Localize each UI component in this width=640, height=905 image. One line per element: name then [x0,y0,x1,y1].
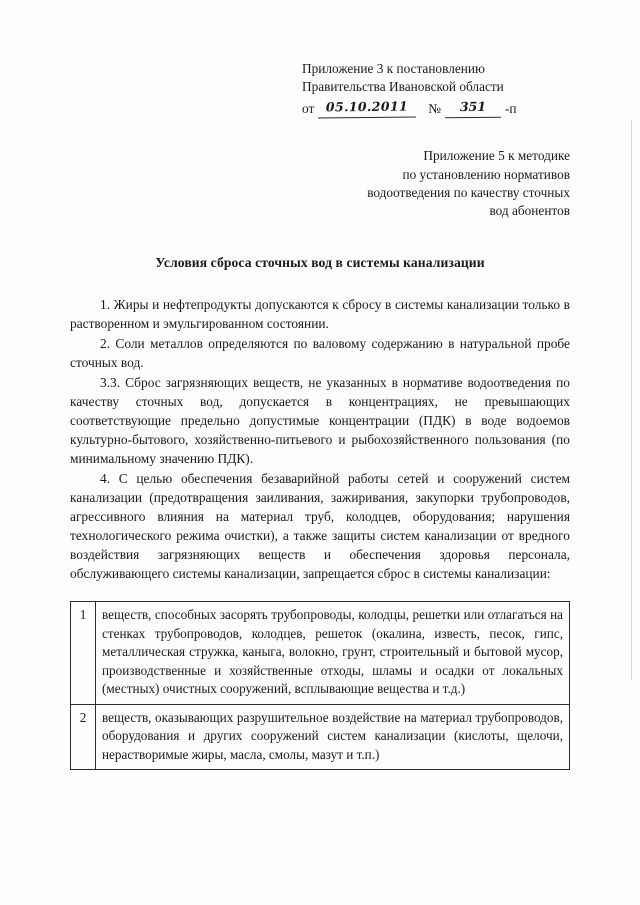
table-row [71,602,570,704]
from-label: от [302,100,315,116]
header-date-number-line [302,99,570,118]
header-line-1: Приложение 3 к постановлению [302,61,485,76]
prohibited-substances-table [70,601,570,770]
row-text: веществ, способных засорять трубопроводы, колодцы, решетки или отлагаться на стенках трубопроводов, колодцев, решеток (окалина, известь, песок, гипс, металлическая стружка, каныга, волокно, грунт, строительный и бытовой мусор, производственные и хозяйственные отходы, шламы и осадки от локальных (местных) очистных сооружений, всплывающие вещества и т.д.) [96,602,570,704]
scan-edge-artifact [631,120,632,680]
page-title: Условия сброса сточных вод в системы канализации [155,254,485,270]
paragraph-1: 1. Жиры и нефтепродукты допускаются к сбросу в системы канализации только в растворенном и эмульгированном состоянии. [70,296,570,331]
row-number: 2 [71,704,96,769]
subheader-line-2: по установлению нормативов [402,166,570,182]
row-text: веществ, оказывающих разрушительное воздействие на материал трубопроводов, оборудования и других сооружений систем канализации (кислоты, щелочи, нерастворимые жиры, масла, смолы, мазут и т.п.) [96,704,570,769]
paragraph-4: 4. С целью обеспечения безаварийной работы сетей и сооружений систем канализации (предотвращения заиливания, зажиривания, закупорки трубопроводов, агрессивного влияния на материал труб, колодцев, оборудования; нарушения технологического режима очистки), а также защиты систем канализации от вредного воздействия загрязняющих веществ и обеспечения здоровья персонала, обслуживающего системы канализации, запрещается сброс в системы канализации: [70,471,570,582]
row-number: 1 [71,602,96,704]
subheader-line-3: водоотведения по качеству сточных [367,185,570,201]
document-subheader [302,147,570,220]
paragraph-3: 3.3. Сброс загрязняющих веществ, не указанных в нормативе водоотведения по качеству сточных вод, допускается в концентрациях, не превышающих соответствующие предельно допустимые концентрации (ПДК) в воде водоемов культурно-бытового, хозяйственно-питьевого и рыбохозяйственного пользования (по минимальному значению ПДК). [70,374,570,466]
subheader-line-4: вод абонентов [489,203,570,219]
paragraph-2: 2. Соли металлов определяются по валовому содержанию в натуральной пробе сточных вод. [70,335,570,370]
number-suffix: -п [504,100,517,116]
handwritten-number: 351 [445,98,501,117]
document-content [70,60,570,770]
subheader-line-1: Приложение 5 к методике [423,148,570,164]
handwritten-date: 05.10.2011 [318,98,416,118]
header-line-2: Правительства Ивановской области [302,78,504,94]
document-header [302,60,570,117]
number-label: № [428,100,441,116]
document-body [70,295,570,583]
table-row [71,704,570,769]
